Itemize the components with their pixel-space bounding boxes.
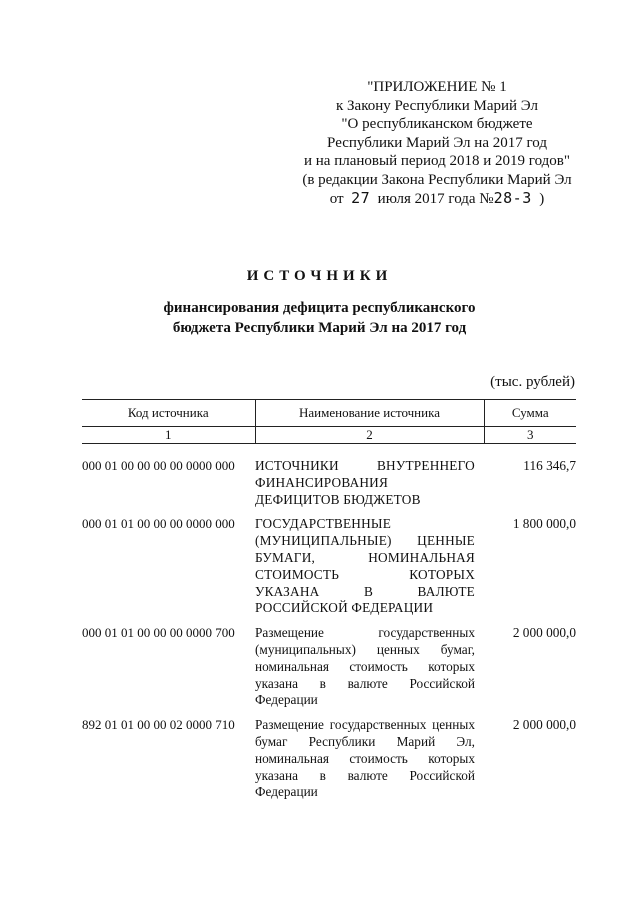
source-name: Размещение государственных (муниципальных) ценных бумаг, номинальная стоимость которых указана в валюте Российской Федерации [255,625,475,708]
appendix-block [292,78,582,209]
appendix-line: "ПРИЛОЖЕНИЕ № 1 [367,79,507,95]
appendix-line: к Закону Республики Марий Эл [335,97,538,114]
document-heading: ИСТОЧНИКИ [246,268,393,284]
column-number: 3 [484,427,576,444]
table-row [82,458,576,508]
source-code: 000 01 01 00 00 00 0000 700 [82,625,235,641]
subheading-line: бюджета Республики Марий Эл на 2017 год [172,320,467,336]
appendix-line: и на плановый период 2018 и 2019 годов" [304,153,570,169]
date-number: 28-З [493,189,532,207]
header-amount: Сумма [484,400,576,427]
column-number: 1 [82,427,255,444]
source-name: Размещение государственных ценных бумаг Республики Марий Эл, номинальная стоимость которых указана в валюте Российской Федерации [255,717,475,800]
source-amount: 116 346,7 [523,458,576,473]
source-code: 000 01 01 00 00 00 0000 000 [82,516,235,532]
date-middle: июля 2017 года № [377,191,494,207]
source-code: 892 01 01 00 00 02 0000 710 [82,717,235,733]
column-number: 2 [255,427,484,444]
date-day: 27 [351,189,371,207]
header-code: Код источника [82,400,255,427]
table-row [82,625,576,709]
units-label: (тыс. рублей) [490,374,575,390]
table-header [82,399,576,444]
date-suffix: ) [539,191,545,207]
table-row [82,516,576,617]
source-amount: 1 800 000,0 [512,516,576,532]
appendix-line: Республики Марий Эл на 2017 год [327,134,547,151]
source-amount: 2 000 000,0 [512,717,576,733]
source-name: ГОСУДАРСТВЕННЫЕ (МУНИЦИПАЛЬНЫЕ) ЦЕННЫЕ БУМАГИ, НОМИНАЛЬНАЯ СТОИМОСТЬ КОТОРЫХ УКАЗАНА В ВАЛЮТЕ РОССИЙСКОЙ ФЕДЕРАЦИИ [255,516,475,616]
header-name: Наименование источника [255,400,484,427]
appendix-line: (в редакции Закона Республики Марий Эл [302,171,572,188]
source-amount: 2 000 000,0 [512,625,576,641]
date-prefix: от [329,191,344,207]
table-body [82,458,576,809]
table-row [82,717,576,801]
subheading-line: финансирования дефицита республиканского [163,300,476,316]
appendix-date-line [292,189,582,209]
document-subheading [0,298,639,338]
source-name: ИСТОЧНИКИ ВНУТРЕННЕГО ФИНАНСИРОВАНИЯ ДЕФИЦИТОВ БЮДЖЕТОВ [255,458,475,507]
appendix-line: "О республиканском бюджете [341,116,533,132]
source-code: 000 01 00 00 00 00 0000 000 [82,458,235,473]
